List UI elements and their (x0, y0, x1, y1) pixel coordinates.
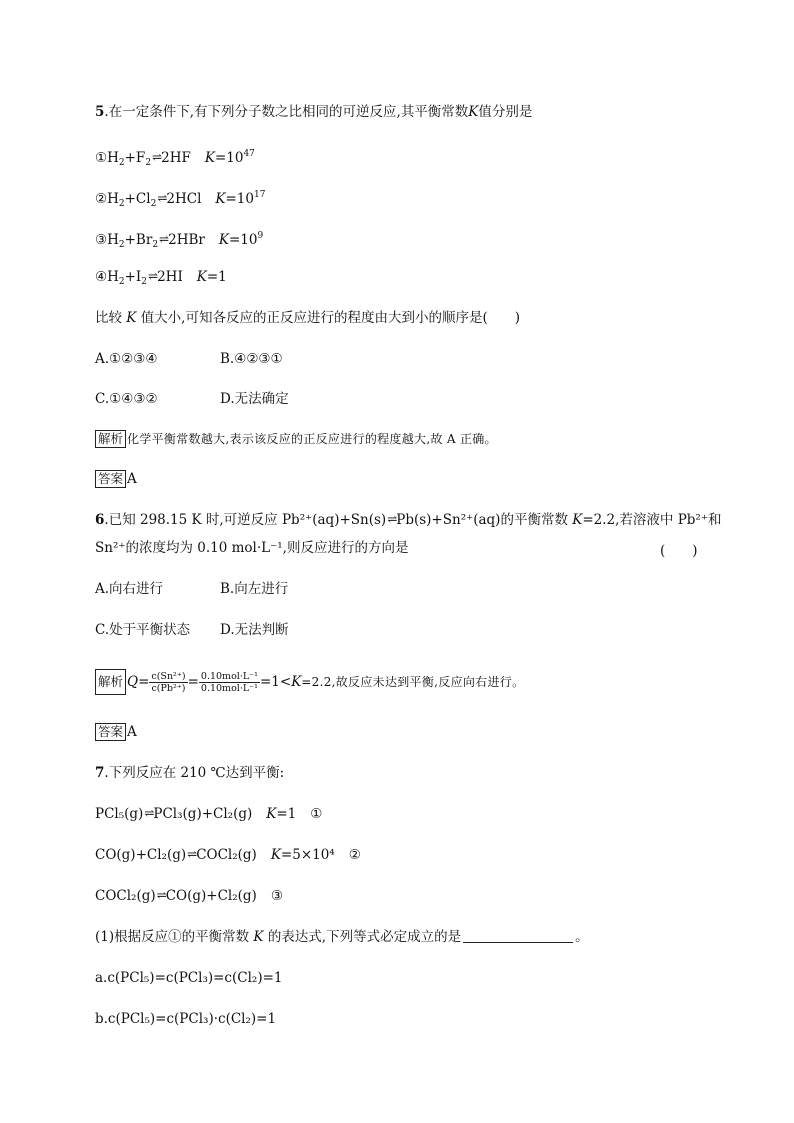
q7-option-b[interactable]: b.c(PCl₅)=c(PCl₃)·c(Cl₂)=1 (95, 1011, 277, 1027)
q5-option-c[interactable]: C.①④③② (95, 391, 158, 407)
answer-blank[interactable] (463, 928, 573, 943)
q5-analysis: 解析 化学平衡常数越大,表示该反应的正反应进行的程度越大,故 A 正确。 (95, 430, 497, 448)
q7-stem: 7.下列反应在 210 ℃达到平衡: (95, 765, 285, 781)
q5-answer: 答案 A (95, 470, 137, 488)
equilibrium-arrow-icon: ⇌ (387, 512, 396, 526)
concentration-ratio-fraction: $\frac{\text{c(Sn²⁺)}}{\text{c(Pb²⁺)}}$ (151, 671, 186, 694)
q6-answer-paren: ( ) (660, 543, 698, 559)
q5-option-d[interactable]: D.无法确定 (220, 391, 289, 407)
q5-option-b[interactable]: B.④②③① (220, 351, 283, 367)
equilibrium-arrow-icon: ⇌ (144, 806, 153, 820)
answer-tag: 答案 (95, 470, 126, 488)
equilibrium-arrow-icon: ⇌ (157, 191, 166, 205)
q5-reaction-4: $④H_2+I_2\rightleftharpoons 2HI$ K=1 (95, 269, 227, 287)
q7-reaction-2: CO(g)+Cl₂(g)⇌COCl₂(g) K=5×10⁴ ② (95, 847, 361, 863)
q6-option-d[interactable]: D.无法判断 (220, 622, 289, 638)
answer-tag: 答案 (95, 723, 126, 741)
q7-option-a[interactable]: a.c(PCl₅)=c(PCl₃)=c(Cl₂)=1 (95, 970, 283, 986)
q5-reaction-3: $③H_2+Br_2\rightleftharpoons 2HBr$ $K=10^9$ (95, 231, 264, 250)
q7-number: 7 (95, 765, 105, 781)
q7-reaction-3: COCl₂(g)⇌CO(g)+Cl₂(g) ③ (95, 888, 283, 904)
q5-compare: 比较 K 值大小,可知各反应的正反应进行的程度由大到小的顺序是( ) (95, 310, 521, 326)
q6-option-c[interactable]: C.处于平衡状态 (95, 622, 191, 638)
q7-sub-question-1: (1)根据反应①的平衡常数 K 的表达式,下列等式必定成立的是 。 (95, 929, 589, 945)
q6-option-b[interactable]: B.向左进行 (220, 581, 289, 597)
q5-option-a[interactable]: A.①②③④ (95, 351, 158, 367)
q5-stem: 5.在一定条件下,有下列分子数之比相同的可逆反应,其平衡常数K值分别是 (95, 104, 533, 120)
q5-options-row-1 (95, 350, 283, 368)
equilibrium-arrow-icon: ⇌ (159, 232, 168, 246)
analysis-tag: 解析 (95, 430, 126, 448)
q5-reaction-1: $①H_2+F_2\rightleftharpoons 2HF$ $K=10^{47}$ (95, 149, 255, 168)
q6-answer: 答案 A (95, 723, 137, 741)
q6-options-row-1 (95, 580, 288, 598)
q6-analysis: 解析 Q= $\frac{\text{c(Sn²⁺)}}{\text{c(Pb²⁺)}}$ = $\frac{\text{0.10mol·L⁻¹}}{\text{0.10mol·L⁻¹}}$ =1<K=2.2,故反应未达到平衡,反应向右进行。 (95, 668, 524, 696)
q7-reaction-1: PCl₅(g)⇌PCl₃(g)+Cl₂(g) K=1 ① (95, 806, 323, 822)
q6-option-a[interactable]: A.向右进行 (95, 581, 164, 597)
equilibrium-arrow-icon: ⇌ (187, 847, 196, 861)
equilibrium-arrow-icon: ⇌ (152, 150, 161, 164)
equilibrium-arrow-icon: ⇌ (148, 269, 157, 283)
q5-number: 5 (95, 104, 105, 120)
q5-options-row-2 (95, 390, 289, 408)
analysis-tag: 解析 (95, 669, 126, 695)
q6-stem-line-1: 6.已知 298.15 K 时,可逆反应 Pb²⁺(aq)+Sn(s)⇌Pb(s)+Sn²⁺(aq)的平衡常数 K=2.2,若溶液中 Pb²⁺和 (95, 512, 722, 528)
q6-stem-line-2: Sn²⁺的浓度均为 0.10 mol·L⁻¹,则反应进行的方向是 (95, 540, 409, 556)
value-ratio-fraction: $\frac{\text{0.10mol·L⁻¹}}{\text{0.10mol·L⁻¹}}$ (200, 671, 258, 694)
q6-number: 6 (95, 512, 105, 528)
q6-options-row-2 (95, 621, 289, 639)
q5-reaction-2: $②H_2+Cl_2\rightleftharpoons 2HCl$ $K=10^{17}$ (95, 190, 266, 209)
equilibrium-arrow-icon: ⇌ (156, 888, 165, 902)
